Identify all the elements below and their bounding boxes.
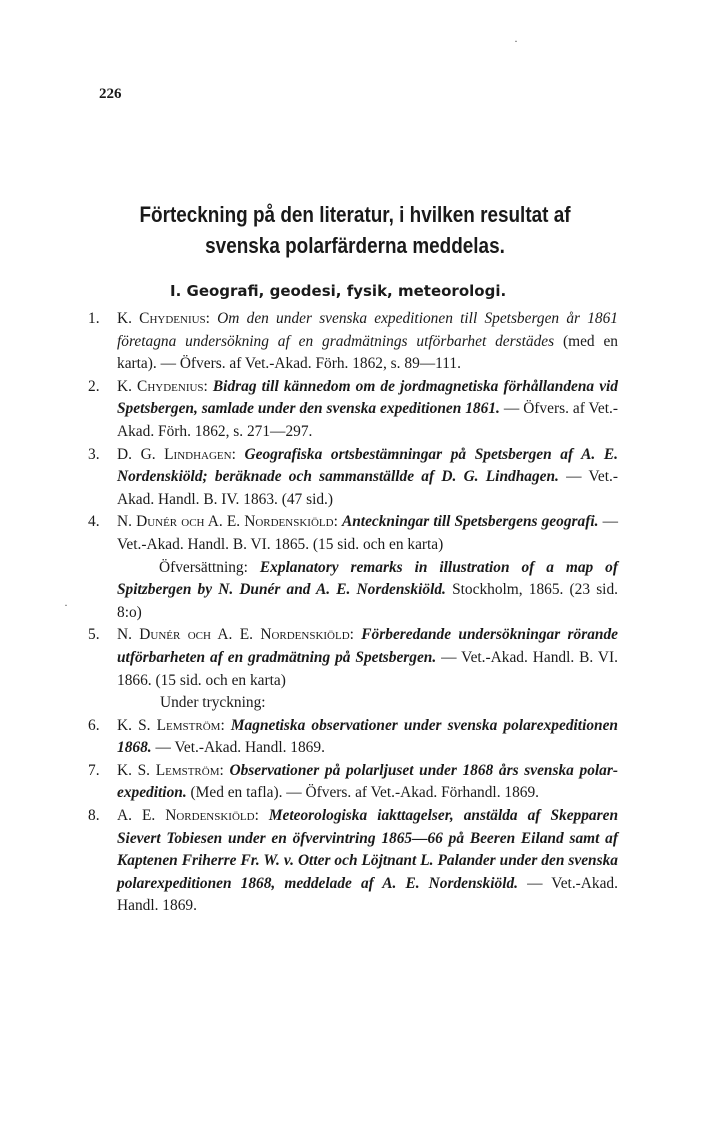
bibliography-entry-2: 2. K. Chydenius: Bidrag till kännedom om de jordmagnetiska förhållandena vid Spetsbergen, samlade under den svenska expeditionen 1861. — Öfvers. af Vet.-Akad. Förh. 1862, s. 271—297. xyxy=(88,377,618,440)
translation-work: Explanatory remarks in illustration of a map of Spitzbergen by N. Dunér and A. E. Nordenskiöld. xyxy=(117,558,618,599)
entry-publication: — Vet.-Akad. Handl. 1869. xyxy=(117,874,618,915)
entry-author: K. S. Lemström xyxy=(117,761,220,779)
page-title: Förteckning på den literatur, i hvilken resultat af svenska polarfärderna meddelas. xyxy=(139,202,571,258)
entry-work: Magnetiska observationer under svenska polarexpeditionen 1868. xyxy=(117,716,618,757)
bibliography-entry-1: 1. K. Chydenius: Om den under svenska expeditionen till Spetsbergen år 1861 företagna undersökning af en gradmätnings utförbarhet derstädes (med en karta). — Öfvers. af Vet.-Akad. Förh. 1862, s. 89—111. xyxy=(88,310,619,373)
under-tryckning-heading: Under tryckning: xyxy=(160,694,266,712)
entry-work: Förberedande undersökningar rörande utförbarheten af en gradmätning på Spetsbergen. xyxy=(117,626,619,666)
entry-author: N. Dunér och A. E. Nordenskiöld xyxy=(117,513,334,531)
entry-translation xyxy=(117,557,618,625)
entry-work: Om den under svenska expeditionen till Spetsbergen år 1861 företagna undersökning af en gradmätnings utförbarhet derstädes xyxy=(117,310,619,350)
entry-publication: — Vet.-Akad. Handl. B. VI. 1866. (15 sid. och en karta) xyxy=(117,648,618,689)
entry-number: 6. xyxy=(88,716,100,734)
entry-publication: — Öfvers. af Vet.-Akad. Förh. 1862, s. 271—297. xyxy=(117,400,618,440)
translation-label: Öfversättning: xyxy=(159,558,248,576)
entry-author: N. Dunér och A. E. Nordenskiöld xyxy=(117,626,350,644)
translation-publication: Stockholm, 1865. (23 sid. 8:o) xyxy=(117,581,619,621)
entry-publication: (Med en tafla). — Öfvers. af Vet.-Akad. Förhandl. 1869. xyxy=(190,784,540,802)
bibliography-list xyxy=(88,308,618,918)
entry-author: K. S. Lemström xyxy=(117,716,221,734)
margin-mark: · xyxy=(64,598,68,612)
entry-author: K. Chydenius xyxy=(117,310,206,327)
section-heading: I. Geografi, geodesi, fysik, meteorologi. xyxy=(170,282,507,300)
entry-number: 1. xyxy=(88,310,100,327)
bibliography-entry-8: 8. A. E. Nordenskiöld: Meteorologiska iakttagelser, anstälda af Skepparen Sievert Tobiesen under en öfvervintring 1865—66 på Beeren Eiland samt af Kaptenen Friherre Fr. W. v. Otter och Löjtnant L. Palander under den svenska polarexpeditionen 1868, meddelade af A. E. Nordenskiöld. — Vet.-Akad. Handl. 1869. xyxy=(88,807,618,915)
entry-author: K. Chydenius xyxy=(117,377,204,395)
entry-number: 7. xyxy=(88,761,100,779)
entry-publication: (med en karta). — Öfvers. af Vet.-Akad. Förh. 1862, s. 89—111. xyxy=(117,332,618,373)
entry-number: 5. xyxy=(88,626,100,644)
entry-work: Geografiska ortsbestämningar på Spetsbergen af A. E. Nordenskiöld; beräknade och sammanställde af D. G. Lindhagen. xyxy=(117,445,618,486)
entry-work: Observationer på polarljuset under 1868 års svenska polar-expedition. xyxy=(117,761,618,802)
bibliography-entry-5: 5. N. Dunér och A. E. Nordenskiöld: Förberedande undersökningar rörande utförbarheten af en gradmätning på Spetsbergen. — Vet.-Akad. Handl. B. VI. 1866. (15 sid. och en karta) xyxy=(88,626,619,689)
bibliography-entry-3: 3. D. G. Lindhagen: Geografiska ortsbestämningar på Spetsbergen af A. E. Nordenskiöld; beräknade och sammanställde af D. G. Lindhagen. — Vet.-Akad. Handl. B. IV. 1863. (47 sid.) xyxy=(88,445,618,508)
entry-work: Bidrag till kännedom om de jordmagnetiska förhållandena vid Spetsbergen, samlade under den svenska expeditionen 1861. xyxy=(117,377,618,418)
entry-publication: — Vet.-Akad. Handl. 1869. xyxy=(155,739,325,757)
entry-author: D. G. Lindhagen xyxy=(117,445,232,463)
bibliography-entry-7: 7. K. S. Lemström: Observationer på polarljuset under 1868 års svenska polar-expedition. (Med en tafla). — Öfvers. af Vet.-Akad. Förhandl. 1869. xyxy=(88,761,618,802)
entry-publication: — Vet.-Akad. Handl. B. VI. 1865. (15 sid. och en karta) xyxy=(117,513,618,553)
entry-number: 3. xyxy=(88,445,100,463)
entry-number: 4. xyxy=(88,513,100,531)
entry-author: A. E. Nordenskiöld xyxy=(117,807,255,825)
bibliography-entry-4: 4. N. Dunér och A. E. Nordenskiöld: Anteckningar till Spetsbergens geografi. — Vet.-Akad. Handl. B. VI. 1865. (15 sid. och en karta) Öfversättning: Explanatory remarks in illustration of a map of Spitzbergen by N. Dunér and A. E. Nordenskiöld. Stockholm, 1865. (23 sid. 8:o) xyxy=(88,511,618,624)
bibliography-entry-6: 6. K. S. Lemström: Magnetiska observationer under svenska polarexpeditionen 1868. — Vet.-Akad. Handl. 1869. xyxy=(88,716,618,757)
entry-number: 8. xyxy=(88,807,100,825)
page-number: 226 xyxy=(99,86,122,102)
entry-publication: — Vet.-Akad. Handl. B. IV. 1863. (47 sid.) xyxy=(117,468,618,508)
entry-work: Anteckningar till Spetsbergens geografi. xyxy=(341,513,599,531)
speck-mark: · xyxy=(514,34,518,48)
entry-work: Meteorologiska iakttagelser, anstälda af Skepparen Sievert Tobiesen under en öfvervintring 1865—66 på Beeren Eiland samt af Kaptenen Friherre Fr. W. v. Otter och Löjtnant L. Palander under den svenska polarexpeditionen 1868, meddelade af A. E. Nordenskiöld. xyxy=(117,807,618,892)
entry-number: 2. xyxy=(88,377,100,395)
